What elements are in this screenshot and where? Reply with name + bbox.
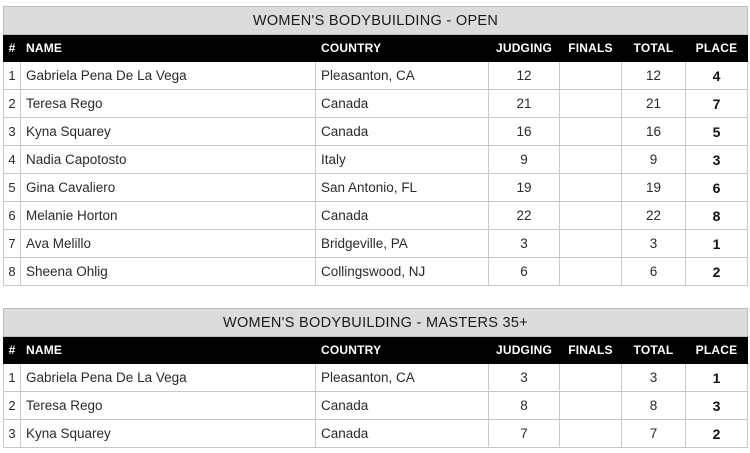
cell-place: 2 xyxy=(686,258,748,286)
cell-total: 19 xyxy=(622,174,686,202)
cell-judging: 9 xyxy=(489,146,560,174)
cell-num: 8 xyxy=(4,258,21,286)
table-row xyxy=(4,174,748,202)
cell-country: Collingswood, NJ xyxy=(316,258,489,286)
column-header-total: TOTAL xyxy=(622,35,686,62)
column-header-row xyxy=(4,35,748,62)
table-row xyxy=(4,230,748,258)
cell-place: 1 xyxy=(686,364,748,392)
cell-finals xyxy=(560,90,622,118)
cell-country: San Antonio, FL xyxy=(316,174,489,202)
column-header-judging: JUDGING xyxy=(489,35,560,62)
cell-total: 16 xyxy=(622,118,686,146)
cell-num: 6 xyxy=(4,202,21,230)
cell-country: Pleasanton, CA xyxy=(316,62,489,90)
table-row xyxy=(4,420,748,448)
cell-finals xyxy=(560,230,622,258)
column-header-num: # xyxy=(4,337,21,364)
column-header-judging: JUDGING xyxy=(489,337,560,364)
cell-num: 2 xyxy=(4,392,21,420)
cell-num: 4 xyxy=(4,146,21,174)
column-header-total: TOTAL xyxy=(622,337,686,364)
cell-place: 8 xyxy=(686,202,748,230)
table-row xyxy=(4,146,748,174)
cell-judging: 22 xyxy=(489,202,560,230)
cell-place: 3 xyxy=(686,392,748,420)
table-row xyxy=(4,364,748,392)
cell-num: 3 xyxy=(4,118,21,146)
cell-finals xyxy=(560,258,622,286)
column-header-place: PLACE xyxy=(686,35,748,62)
cell-num: 7 xyxy=(4,230,21,258)
cell-name: Kyna Squarey xyxy=(21,420,316,448)
column-header-num: # xyxy=(4,35,21,62)
cell-finals xyxy=(560,118,622,146)
column-header-row xyxy=(4,337,748,364)
cell-place: 4 xyxy=(686,62,748,90)
column-header-name: NAME xyxy=(21,337,316,364)
column-header-country: COUNTRY xyxy=(316,35,489,62)
table-row xyxy=(4,392,748,420)
cell-num: 1 xyxy=(4,364,21,392)
table-row xyxy=(4,90,748,118)
cell-total: 7 xyxy=(622,420,686,448)
cell-place: 6 xyxy=(686,174,748,202)
cell-finals xyxy=(560,146,622,174)
table-title: WOMEN'S BODYBUILDING - MASTERS 35+ xyxy=(4,309,748,337)
column-header-finals: FINALS xyxy=(560,35,622,62)
cell-total: 8 xyxy=(622,392,686,420)
results-table-masters xyxy=(3,308,748,448)
cell-judging: 3 xyxy=(489,364,560,392)
cell-name: Teresa Rego xyxy=(21,392,316,420)
cell-finals xyxy=(560,174,622,202)
cell-place: 7 xyxy=(686,90,748,118)
cell-country: Canada xyxy=(316,420,489,448)
cell-country: Italy xyxy=(316,146,489,174)
table-row xyxy=(4,118,748,146)
cell-country: Canada xyxy=(316,202,489,230)
cell-num: 3 xyxy=(4,420,21,448)
cell-judging: 21 xyxy=(489,90,560,118)
cell-place: 5 xyxy=(686,118,748,146)
results-table-open xyxy=(3,6,748,286)
cell-place: 2 xyxy=(686,420,748,448)
table-title-row xyxy=(4,7,748,35)
table-row xyxy=(4,62,748,90)
cell-judging: 6 xyxy=(489,258,560,286)
cell-finals xyxy=(560,392,622,420)
cell-total: 6 xyxy=(622,258,686,286)
cell-judging: 8 xyxy=(489,392,560,420)
cell-total: 12 xyxy=(622,62,686,90)
cell-total: 22 xyxy=(622,202,686,230)
cell-judging: 12 xyxy=(489,62,560,90)
cell-judging: 3 xyxy=(489,230,560,258)
cell-name: Gabriela Pena De La Vega xyxy=(21,364,316,392)
cell-total: 9 xyxy=(622,146,686,174)
cell-finals xyxy=(560,62,622,90)
cell-num: 2 xyxy=(4,90,21,118)
table-title: WOMEN'S BODYBUILDING - OPEN xyxy=(4,7,748,35)
cell-country: Canada xyxy=(316,392,489,420)
cell-num: 1 xyxy=(4,62,21,90)
cell-name: Gina Cavaliero xyxy=(21,174,316,202)
cell-name: Teresa Rego xyxy=(21,90,316,118)
cell-judging: 16 xyxy=(489,118,560,146)
cell-country: Canada xyxy=(316,90,489,118)
table-row xyxy=(4,202,748,230)
cell-place: 1 xyxy=(686,230,748,258)
cell-total: 3 xyxy=(622,364,686,392)
cell-name: Ava Melillo xyxy=(21,230,316,258)
cell-name: Melanie Horton xyxy=(21,202,316,230)
cell-judging: 19 xyxy=(489,174,560,202)
cell-finals xyxy=(560,420,622,448)
cell-name: Gabriela Pena De La Vega xyxy=(21,62,316,90)
cell-num: 5 xyxy=(4,174,21,202)
cell-country: Bridgeville, PA xyxy=(316,230,489,258)
cell-total: 21 xyxy=(622,90,686,118)
cell-place: 3 xyxy=(686,146,748,174)
cell-total: 3 xyxy=(622,230,686,258)
column-header-place: PLACE xyxy=(686,337,748,364)
column-header-finals: FINALS xyxy=(560,337,622,364)
column-header-name: NAME xyxy=(21,35,316,62)
table-title-row xyxy=(4,309,748,337)
column-header-country: COUNTRY xyxy=(316,337,489,364)
cell-judging: 7 xyxy=(489,420,560,448)
cell-country: Pleasanton, CA xyxy=(316,364,489,392)
cell-name: Kyna Squarey xyxy=(21,118,316,146)
cell-country: Canada xyxy=(316,118,489,146)
table-row xyxy=(4,258,748,286)
cell-finals xyxy=(560,202,622,230)
cell-finals xyxy=(560,364,622,392)
cell-name: Sheena Ohlig xyxy=(21,258,316,286)
cell-name: Nadia Capotosto xyxy=(21,146,316,174)
